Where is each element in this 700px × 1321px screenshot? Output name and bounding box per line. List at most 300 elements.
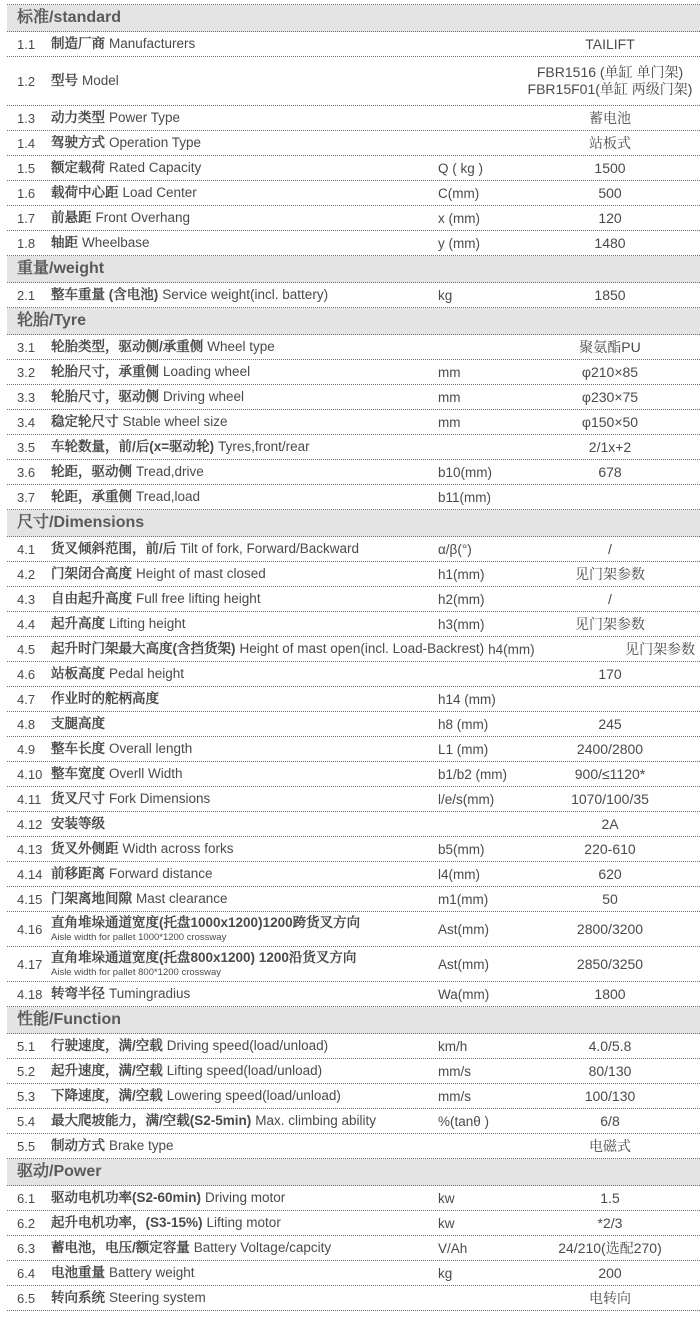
row-unit: h8 (mm)	[438, 716, 489, 732]
row-value	[520, 841, 700, 858]
table-row	[7, 662, 700, 687]
row-value-line: 80/130	[588, 1062, 632, 1079]
row-label-main	[51, 210, 434, 226]
row-value	[520, 287, 700, 304]
row-label-main	[51, 160, 434, 176]
row-value-line: 245	[598, 715, 622, 732]
row-label-zh: 直角堆垛通道宽度(托盘1000x1200)1200跨货叉方向	[51, 915, 361, 930]
row-label-en: Overall length	[109, 741, 193, 756]
row-label	[51, 741, 438, 757]
table-row	[7, 837, 700, 862]
row-number: 4.12	[17, 816, 43, 832]
row-label-en: Height of mast closed	[136, 566, 266, 581]
row-number: 4.13	[17, 841, 43, 857]
table-row	[7, 912, 700, 947]
row-value	[520, 1088, 700, 1105]
row-label	[51, 841, 438, 857]
row-number: 4.1	[17, 541, 36, 557]
table-row	[7, 156, 700, 181]
row-label-zh: 起升高度	[51, 616, 105, 631]
row-label-main	[51, 891, 434, 907]
row-number: 2.1	[17, 287, 36, 303]
row-number: 5.4	[17, 1113, 36, 1129]
row-label	[51, 1290, 438, 1306]
row-label-en: Wheel type	[207, 339, 275, 354]
row-number: 4.7	[17, 691, 36, 707]
row-value	[520, 741, 700, 758]
row-label	[51, 1240, 438, 1256]
row-value	[520, 135, 700, 152]
table-row	[7, 1084, 700, 1109]
row-label	[51, 791, 438, 807]
row-label-zh: 额定载荷	[51, 160, 105, 175]
row-number: 6.1	[17, 1190, 36, 1206]
row-label-zh: 轮距，驱动侧	[51, 464, 132, 479]
row-label-main	[51, 414, 434, 430]
row-label	[51, 816, 438, 832]
row-unit: l/e/s(mm)	[438, 791, 495, 807]
row-label-en: Tumingradius	[109, 986, 191, 1001]
row-value-line: 见门架参数	[575, 565, 645, 582]
row-label	[51, 716, 438, 732]
row-number: 1.2	[17, 73, 36, 89]
row-value-line: 900/≤1120*	[574, 765, 646, 782]
row-value-line: *2/3	[597, 1214, 623, 1231]
row-number: 3.4	[17, 414, 36, 430]
row-number: 3.7	[17, 489, 36, 505]
table-row	[7, 612, 700, 637]
row-value	[520, 591, 700, 608]
table-row	[7, 32, 700, 57]
row-number: 5.2	[17, 1063, 36, 1079]
row-label-en: Full free lifting height	[136, 591, 261, 606]
row-number: 6.3	[17, 1240, 36, 1256]
table-row	[7, 737, 700, 762]
table-row	[7, 385, 700, 410]
row-label-main	[51, 666, 434, 682]
row-label-zh: 整车长度	[51, 741, 105, 756]
row-unit: mm/s	[438, 1088, 471, 1104]
row-number: 4.3	[17, 591, 36, 607]
table-row	[7, 460, 700, 485]
row-value-line: 电磁式	[589, 1137, 631, 1154]
row-label-zh: 轮距，承重侧	[51, 489, 132, 504]
row-value-line: 2A	[601, 815, 619, 832]
row-unit: b11(mm)	[438, 489, 492, 505]
row-label-main	[51, 1088, 434, 1104]
row-label-main	[51, 741, 434, 757]
row-label-main	[51, 73, 434, 89]
row-label-en: Battery Voltage/capcity	[193, 1240, 332, 1255]
row-label-en: Tilt of fork, Forward/Backward	[180, 541, 360, 556]
row-label-zh: 整车重量 (含电池)	[51, 287, 159, 302]
row-label-main	[51, 1138, 434, 1154]
row-value	[520, 414, 700, 431]
row-label	[51, 389, 438, 405]
row-label	[51, 185, 438, 201]
row-unit: mm/s	[438, 1063, 471, 1079]
row-value	[520, 439, 700, 456]
row-label-main	[51, 439, 434, 455]
row-label	[51, 235, 438, 251]
table-row	[7, 335, 700, 360]
row-label-en: Steering system	[109, 1290, 206, 1305]
section-header: 驱动/Power	[7, 1159, 700, 1186]
row-value	[520, 339, 700, 356]
row-label	[51, 541, 438, 557]
row-label-en: Tyres,front/rear	[218, 439, 310, 454]
row-number: 1.6	[17, 185, 36, 201]
row-unit: α/β(°)	[438, 541, 472, 557]
row-value-line: 电转向	[589, 1289, 631, 1306]
row-label-en: Lifting height	[109, 616, 186, 631]
table-row	[7, 1034, 700, 1059]
row-label	[51, 591, 438, 607]
row-value-line: φ230×75	[581, 388, 639, 405]
table-row	[7, 712, 700, 737]
row-value-line: 4.0/5.8	[588, 1037, 632, 1054]
row-value-line: φ150×50	[581, 413, 639, 430]
row-label-zh: 轮胎类型，驱动侧/承重侧	[51, 339, 204, 354]
row-value	[520, 921, 700, 938]
row-label-main	[51, 185, 434, 201]
row-label-zh: 动力类型	[51, 110, 105, 125]
row-label-zh: 轮胎尺寸，承重侧	[51, 364, 159, 379]
row-number: 1.4	[17, 135, 36, 151]
row-unit: Q ( kg )	[438, 160, 484, 176]
row-label-zh: 驾驶方式	[51, 135, 105, 150]
row-label-zh: 作业时的舵柄高度	[51, 691, 159, 706]
row-label	[51, 110, 438, 126]
row-label-en: Mast clearance	[136, 891, 228, 906]
row-label	[51, 616, 438, 632]
row-value-line: 2800/3200	[576, 920, 644, 937]
row-label-en: Brake type	[109, 1138, 174, 1153]
table-row	[7, 1286, 700, 1311]
row-label-en: Overll Width	[109, 766, 183, 781]
section-header: 重量/weight	[7, 256, 700, 283]
row-label	[51, 866, 438, 882]
row-unit: Wa(mm)	[438, 986, 490, 1002]
row-number: 4.2	[17, 566, 36, 582]
row-label-main	[51, 1215, 434, 1231]
row-value-line: 24/210(选配270)	[558, 1239, 662, 1256]
row-label-zh: 最大爬坡能力，满/空载(S2-5min)	[51, 1113, 252, 1128]
row-value	[520, 541, 700, 558]
row-number: 5.5	[17, 1138, 36, 1154]
row-value	[520, 791, 700, 808]
row-label-zh: 前悬距	[51, 210, 92, 225]
row-value	[570, 641, 700, 658]
row-label-en: Fork Dimensions	[109, 791, 211, 806]
row-label-zh: 货叉尺寸	[51, 791, 105, 806]
row-number: 6.5	[17, 1290, 36, 1306]
row-label-main	[51, 591, 434, 607]
row-value-line: /	[608, 590, 612, 607]
row-value	[520, 364, 700, 381]
row-value	[520, 160, 700, 177]
row-label-en: Driving motor	[205, 1190, 286, 1205]
row-label-zh: 直角堆垛通道宽度(托盘800x1200) 1200沿货叉方向	[51, 950, 357, 965]
row-label-zh: 轴距	[51, 235, 78, 250]
table-row	[7, 1109, 700, 1134]
row-value	[520, 986, 700, 1003]
row-label-en: Service weight(incl. battery)	[162, 287, 329, 302]
row-value	[520, 1113, 700, 1130]
row-label-main	[51, 339, 434, 355]
row-label-main	[51, 489, 434, 505]
row-value-line: 2850/3250	[576, 955, 644, 972]
row-label-en: Width across forks	[122, 841, 234, 856]
row-value-line: 1800	[594, 985, 626, 1002]
row-label-main	[51, 691, 434, 707]
row-unit: kw	[438, 1190, 455, 1206]
table-row	[7, 1134, 700, 1159]
row-value-line: TAILIFT	[585, 35, 635, 52]
row-value-line: 170	[598, 665, 622, 682]
row-label	[51, 1088, 438, 1104]
row-value-line: 1070/100/35	[571, 790, 649, 807]
table-row	[7, 947, 700, 982]
table-row	[7, 1059, 700, 1084]
section-header: 轮胎/Tyre	[7, 308, 700, 335]
row-value	[520, 956, 700, 973]
row-label-main	[51, 464, 434, 480]
row-unit: kg	[438, 287, 453, 303]
row-value	[520, 1240, 700, 1257]
row-value-line: 678	[598, 463, 622, 480]
table-row	[7, 1211, 700, 1236]
row-unit: h14 (mm)	[438, 691, 496, 707]
row-number: 4.8	[17, 716, 36, 732]
table-row	[7, 562, 700, 587]
row-unit: b1/b2 (mm)	[438, 766, 508, 782]
row-unit: mm	[438, 414, 461, 430]
row-label	[51, 641, 488, 657]
row-label-zh: 载荷中心距	[51, 185, 119, 200]
row-label-en: Battery weight	[109, 1265, 195, 1280]
table-row	[7, 106, 700, 131]
row-label-zh: 行驶速度，满/空载	[51, 1038, 163, 1053]
row-unit: kg	[438, 1265, 453, 1281]
row-label-main	[51, 1240, 434, 1256]
row-unit: Ast(mm)	[438, 956, 489, 972]
row-unit: C(mm)	[438, 185, 480, 201]
row-label-en: Model	[82, 73, 119, 88]
row-value-line: 500	[598, 184, 622, 201]
row-label	[51, 210, 438, 226]
row-unit: kw	[438, 1215, 455, 1231]
row-value	[520, 766, 700, 783]
row-label-main	[51, 616, 434, 632]
row-value-line: 120	[598, 209, 622, 226]
row-label-zh: 站板高度	[51, 666, 105, 681]
row-number: 4.14	[17, 866, 43, 882]
row-number: 4.17	[17, 956, 43, 972]
row-value	[520, 891, 700, 908]
table-row	[7, 206, 700, 231]
row-label-zh: 下降速度，满/空载	[51, 1088, 163, 1103]
row-value-line2: FBR15F01(单缸 两级门架)	[527, 81, 693, 97]
row-label-zh: 稳定轮尺寸	[51, 414, 119, 429]
row-value-line: 6/8	[600, 1112, 620, 1129]
table-row	[7, 231, 700, 256]
row-label	[51, 160, 438, 176]
row-value-line: 220-610	[584, 840, 636, 857]
row-label-zh: 货叉外侧距	[51, 841, 119, 856]
row-label-zh: 蓄电池，电压/额定容量	[51, 1240, 190, 1255]
row-value	[520, 1190, 700, 1207]
row-label-en: Operation Type	[109, 135, 202, 150]
row-number: 4.10	[17, 766, 43, 782]
row-label-main	[51, 36, 434, 52]
row-number: 4.6	[17, 666, 36, 682]
row-label	[51, 414, 438, 430]
table-row	[7, 435, 700, 460]
row-label-en: Height of mast open(incl. Load-Backrest)	[239, 641, 485, 656]
row-number: 4.9	[17, 741, 36, 757]
row-value	[520, 64, 700, 98]
table-row	[7, 787, 700, 812]
table-row	[7, 131, 700, 156]
row-label-en: Load Center	[122, 185, 197, 200]
row-value-line: 200	[598, 1264, 622, 1281]
row-label	[51, 439, 438, 455]
row-label-en: Driving speed(load/unload)	[166, 1038, 329, 1053]
row-label-main	[51, 950, 434, 966]
table-row	[7, 1236, 700, 1261]
row-number: 4.11	[17, 791, 42, 807]
row-label-zh: 型号	[51, 73, 78, 88]
section-header: 尺寸/Dimensions	[7, 510, 700, 537]
row-label-zh: 转向系统	[51, 1290, 105, 1305]
section-header: 性能/Function	[7, 1007, 700, 1034]
row-label-zh: 自由起升高度	[51, 591, 132, 606]
row-value-line: 见门架参数	[625, 640, 696, 657]
row-label-main	[51, 841, 434, 857]
row-label-main	[51, 1290, 434, 1306]
row-value	[520, 36, 700, 53]
row-unit: mm	[438, 364, 461, 380]
row-label-main	[51, 766, 434, 782]
row-value	[520, 1265, 700, 1282]
row-label	[51, 1063, 438, 1079]
row-unit: L1 (mm)	[438, 741, 489, 757]
row-label-main	[51, 915, 434, 931]
row-unit: l4(mm)	[438, 866, 480, 882]
row-label	[51, 1190, 438, 1206]
row-label-en: Rated Capacity	[109, 160, 202, 175]
row-label-main	[51, 364, 434, 380]
row-value	[520, 666, 700, 683]
row-number: 3.3	[17, 389, 36, 405]
table-row	[7, 283, 700, 308]
row-label-zh: 车轮数量，前/后(x=驱动轮)	[51, 439, 215, 454]
row-label-main	[51, 110, 434, 126]
row-value-line: 聚氨酯PU	[579, 338, 641, 355]
table-row	[7, 537, 700, 562]
row-label-main	[51, 716, 434, 732]
row-number: 1.1	[17, 36, 36, 52]
row-label-en: Front Overhang	[95, 210, 191, 225]
row-value-line: 2400/2800	[576, 740, 644, 757]
row-label-main	[51, 135, 434, 151]
row-number: 6.4	[17, 1265, 36, 1281]
row-value	[520, 1038, 700, 1055]
row-label-main	[51, 866, 434, 882]
row-label-en: Max. climbing ability	[255, 1113, 377, 1128]
row-value	[520, 389, 700, 406]
row-label-main	[51, 1265, 434, 1281]
row-label-sub: Aisle width for pallet 1000*1200 crossway	[51, 932, 227, 943]
row-label-zh: 电池重量	[51, 1265, 105, 1280]
row-label	[51, 1265, 438, 1281]
row-label-zh: 起升速度，满/空载	[51, 1063, 163, 1078]
row-label	[51, 691, 438, 707]
row-value-line: 1480	[594, 234, 626, 251]
row-label	[51, 287, 438, 303]
row-value	[520, 210, 700, 227]
row-label-zh: 制动方式	[51, 1138, 105, 1153]
row-label	[51, 1113, 438, 1129]
row-value-line: 站板式	[589, 134, 631, 151]
row-unit: h3(mm)	[438, 616, 485, 632]
row-number: 4.18	[17, 986, 43, 1002]
row-label	[51, 73, 438, 89]
table-row	[7, 410, 700, 435]
row-number: 5.3	[17, 1088, 36, 1104]
table-row	[7, 1261, 700, 1286]
row-value	[520, 566, 700, 583]
row-label-en: Lowering speed(load/unload)	[166, 1088, 341, 1103]
row-label-en: Forward distance	[109, 866, 213, 881]
row-value-line: φ210×85	[581, 363, 639, 380]
row-label-zh: 货叉倾斜范围，前/后	[51, 541, 177, 556]
row-unit: y (mm)	[438, 235, 480, 251]
row-label	[51, 489, 438, 505]
table-row	[7, 637, 700, 662]
row-label-main	[51, 287, 434, 303]
row-value	[520, 1290, 700, 1307]
row-value-line: 1500	[594, 159, 626, 176]
row-label-main	[51, 1113, 434, 1129]
row-number: 3.6	[17, 464, 36, 480]
row-unit: b5(mm)	[438, 841, 485, 857]
row-value-line: 1850	[594, 286, 626, 303]
row-label-en: Lifting speed(load/unload)	[166, 1063, 323, 1078]
row-label	[51, 566, 438, 582]
row-unit: V/Ah	[438, 1240, 468, 1256]
row-number: 4.15	[17, 891, 43, 907]
row-label-main	[51, 235, 434, 251]
row-label-main	[51, 566, 434, 582]
row-label-zh: 起升电机功率，(S3-15%)	[51, 1215, 203, 1230]
row-unit: Ast(mm)	[438, 921, 489, 937]
row-label	[51, 339, 438, 355]
row-number: 1.8	[17, 235, 36, 251]
row-value-line: 50	[602, 890, 618, 907]
row-number: 3.2	[17, 364, 36, 380]
row-label-main	[51, 1063, 434, 1079]
row-value	[520, 464, 700, 481]
row-label	[51, 464, 438, 480]
row-unit: km/h	[438, 1038, 468, 1054]
row-label-main	[51, 986, 434, 1002]
row-unit: %(tanθ )	[438, 1113, 490, 1129]
row-label-main	[51, 541, 434, 557]
spec-table	[7, 4, 700, 1311]
row-label	[51, 1038, 438, 1054]
